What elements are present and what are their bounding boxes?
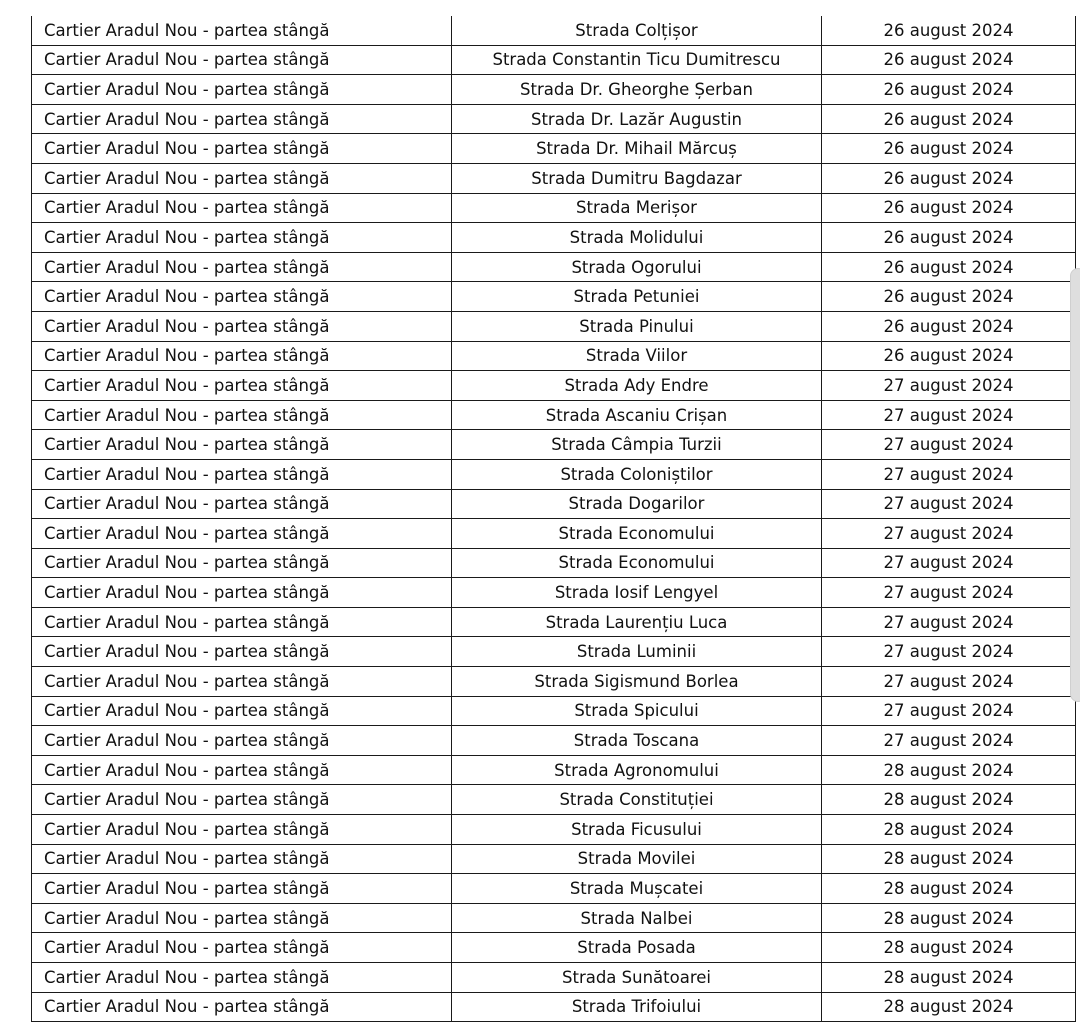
table-row: [32, 963, 1076, 993]
table-row: [32, 400, 1076, 430]
date-cell: 27 august 2024: [822, 548, 1076, 578]
date-cell: 27 august 2024: [822, 667, 1076, 697]
date-cell: 26 august 2024: [822, 16, 1076, 45]
street-cell: Strada Molidului: [452, 223, 822, 253]
street-cell: Strada Constituției: [452, 785, 822, 815]
area-cell: Cartier Aradul Nou - partea stângă: [32, 726, 452, 756]
street-cell: Strada Coloniștilor: [452, 459, 822, 489]
street-cell: Strada Dr. Gheorghe Șerban: [452, 75, 822, 105]
street-cell: Strada Dr. Lazăr Augustin: [452, 104, 822, 134]
area-cell: Cartier Aradul Nou - partea stângă: [32, 696, 452, 726]
date-cell: 26 august 2024: [822, 223, 1076, 253]
area-cell: Cartier Aradul Nou - partea stângă: [32, 844, 452, 874]
date-cell: 26 august 2024: [822, 341, 1076, 371]
date-cell: 27 august 2024: [822, 519, 1076, 549]
area-cell: Cartier Aradul Nou - partea stângă: [32, 223, 452, 253]
area-cell: Cartier Aradul Nou - partea stângă: [32, 104, 452, 134]
street-cell: Strada Viilor: [452, 341, 822, 371]
date-cell: 26 august 2024: [822, 75, 1076, 105]
area-cell: Cartier Aradul Nou - partea stângă: [32, 637, 452, 667]
table-row: [32, 548, 1076, 578]
date-cell: 28 august 2024: [822, 903, 1076, 933]
street-cell: Strada Dogarilor: [452, 489, 822, 519]
area-cell: Cartier Aradul Nou - partea stângă: [32, 963, 452, 993]
street-cell: Strada Luminii: [452, 637, 822, 667]
table-row: [32, 371, 1076, 401]
area-cell: Cartier Aradul Nou - partea stângă: [32, 489, 452, 519]
date-cell: 26 august 2024: [822, 134, 1076, 164]
table-row: [32, 785, 1076, 815]
area-cell: Cartier Aradul Nou - partea stângă: [32, 755, 452, 785]
street-cell: Strada Agronomului: [452, 755, 822, 785]
street-cell: Strada Merișor: [452, 193, 822, 223]
street-cell: Strada Toscana: [452, 726, 822, 756]
street-cell: Strada Sigismund Borlea: [452, 667, 822, 697]
area-cell: Cartier Aradul Nou - partea stângă: [32, 282, 452, 312]
street-cell: Strada Dr. Mihail Mărcuș: [452, 134, 822, 164]
table-row: [32, 933, 1076, 963]
area-cell: Cartier Aradul Nou - partea stângă: [32, 45, 452, 75]
area-cell: Cartier Aradul Nou - partea stângă: [32, 75, 452, 105]
area-cell: Cartier Aradul Nou - partea stângă: [32, 16, 452, 45]
table-row: [32, 815, 1076, 845]
date-cell: 28 august 2024: [822, 992, 1076, 1022]
street-cell: Strada Spicului: [452, 696, 822, 726]
table-row: [32, 726, 1076, 756]
street-cell: Strada Nalbei: [452, 903, 822, 933]
area-cell: Cartier Aradul Nou - partea stângă: [32, 252, 452, 282]
table-row: [32, 75, 1076, 105]
table-row: [32, 311, 1076, 341]
date-cell: 28 august 2024: [822, 844, 1076, 874]
date-cell: 27 august 2024: [822, 489, 1076, 519]
table-row: [32, 252, 1076, 282]
date-cell: 26 august 2024: [822, 193, 1076, 223]
table-row: [32, 578, 1076, 608]
table-row: [32, 489, 1076, 519]
street-cell: Strada Constantin Ticu Dumitrescu: [452, 45, 822, 75]
date-cell: 27 august 2024: [822, 400, 1076, 430]
area-cell: Cartier Aradul Nou - partea stângă: [32, 163, 452, 193]
schedule-table-body: [32, 16, 1076, 1022]
date-cell: 27 august 2024: [822, 726, 1076, 756]
area-cell: Cartier Aradul Nou - partea stângă: [32, 607, 452, 637]
area-cell: Cartier Aradul Nou - partea stângă: [32, 371, 452, 401]
table-row: [32, 844, 1076, 874]
street-cell: Strada Movilei: [452, 844, 822, 874]
table-row: [32, 607, 1076, 637]
street-cell: Strada Economului: [452, 548, 822, 578]
scrollbar-handle[interactable]: [1070, 268, 1080, 702]
date-cell: 28 august 2024: [822, 815, 1076, 845]
area-cell: Cartier Aradul Nou - partea stângă: [32, 548, 452, 578]
table-row: [32, 193, 1076, 223]
street-cell: Strada Mușcatei: [452, 874, 822, 904]
area-cell: Cartier Aradul Nou - partea stângă: [32, 667, 452, 697]
date-cell: 26 august 2024: [822, 252, 1076, 282]
street-cell: Strada Ady Endre: [452, 371, 822, 401]
date-cell: 27 august 2024: [822, 430, 1076, 460]
table-row: [32, 430, 1076, 460]
date-cell: 26 august 2024: [822, 45, 1076, 75]
date-cell: 28 august 2024: [822, 785, 1076, 815]
date-cell: 26 august 2024: [822, 163, 1076, 193]
street-cell: Strada Petuniei: [452, 282, 822, 312]
street-cell: Strada Ascaniu Crișan: [452, 400, 822, 430]
date-cell: 27 august 2024: [822, 637, 1076, 667]
area-cell: Cartier Aradul Nou - partea stângă: [32, 400, 452, 430]
table-row: [32, 104, 1076, 134]
table-row: [32, 134, 1076, 164]
area-cell: Cartier Aradul Nou - partea stângă: [32, 578, 452, 608]
table-row: [32, 16, 1076, 45]
date-cell: 28 august 2024: [822, 755, 1076, 785]
table-row: [32, 282, 1076, 312]
street-cell: Strada Trifoiului: [452, 992, 822, 1022]
date-cell: 26 august 2024: [822, 311, 1076, 341]
area-cell: Cartier Aradul Nou - partea stângă: [32, 815, 452, 845]
area-cell: Cartier Aradul Nou - partea stângă: [32, 341, 452, 371]
area-cell: Cartier Aradul Nou - partea stângă: [32, 193, 452, 223]
area-cell: Cartier Aradul Nou - partea stângă: [32, 992, 452, 1022]
street-cell: Strada Economului: [452, 519, 822, 549]
area-cell: Cartier Aradul Nou - partea stângă: [32, 903, 452, 933]
area-cell: Cartier Aradul Nou - partea stângă: [32, 785, 452, 815]
date-cell: 27 august 2024: [822, 607, 1076, 637]
table-row: [32, 903, 1076, 933]
table-row: [32, 874, 1076, 904]
street-cell: Strada Ogorului: [452, 252, 822, 282]
table-row: [32, 163, 1076, 193]
street-schedule-table: [31, 16, 1076, 1022]
date-cell: 28 august 2024: [822, 963, 1076, 993]
table-row: [32, 45, 1076, 75]
area-cell: Cartier Aradul Nou - partea stângă: [32, 874, 452, 904]
table-row: [32, 341, 1076, 371]
date-cell: 27 august 2024: [822, 696, 1076, 726]
date-cell: 27 august 2024: [822, 459, 1076, 489]
street-cell: Strada Sunătoarei: [452, 963, 822, 993]
table-row: [32, 696, 1076, 726]
table-row: [32, 667, 1076, 697]
date-cell: 26 august 2024: [822, 104, 1076, 134]
date-cell: 26 august 2024: [822, 282, 1076, 312]
date-cell: 27 august 2024: [822, 371, 1076, 401]
date-cell: 28 august 2024: [822, 874, 1076, 904]
table-row: [32, 755, 1076, 785]
street-cell: Strada Pinului: [452, 311, 822, 341]
date-cell: 27 august 2024: [822, 578, 1076, 608]
table-row: [32, 519, 1076, 549]
table-row: [32, 223, 1076, 253]
street-cell: Strada Ficusului: [452, 815, 822, 845]
street-cell: Strada Posada: [452, 933, 822, 963]
table-row: [32, 992, 1076, 1022]
table-row: [32, 459, 1076, 489]
area-cell: Cartier Aradul Nou - partea stângă: [32, 459, 452, 489]
area-cell: Cartier Aradul Nou - partea stângă: [32, 519, 452, 549]
area-cell: Cartier Aradul Nou - partea stângă: [32, 933, 452, 963]
area-cell: Cartier Aradul Nou - partea stângă: [32, 311, 452, 341]
table-row: [32, 637, 1076, 667]
street-cell: Strada Colțișor: [452, 16, 822, 45]
street-cell: Strada Câmpia Turzii: [452, 430, 822, 460]
date-cell: 28 august 2024: [822, 933, 1076, 963]
street-cell: Strada Laurențiu Luca: [452, 607, 822, 637]
area-cell: Cartier Aradul Nou - partea stângă: [32, 134, 452, 164]
street-cell: Strada Iosif Lengyel: [452, 578, 822, 608]
street-cell: Strada Dumitru Bagdazar: [452, 163, 822, 193]
area-cell: Cartier Aradul Nou - partea stângă: [32, 430, 452, 460]
